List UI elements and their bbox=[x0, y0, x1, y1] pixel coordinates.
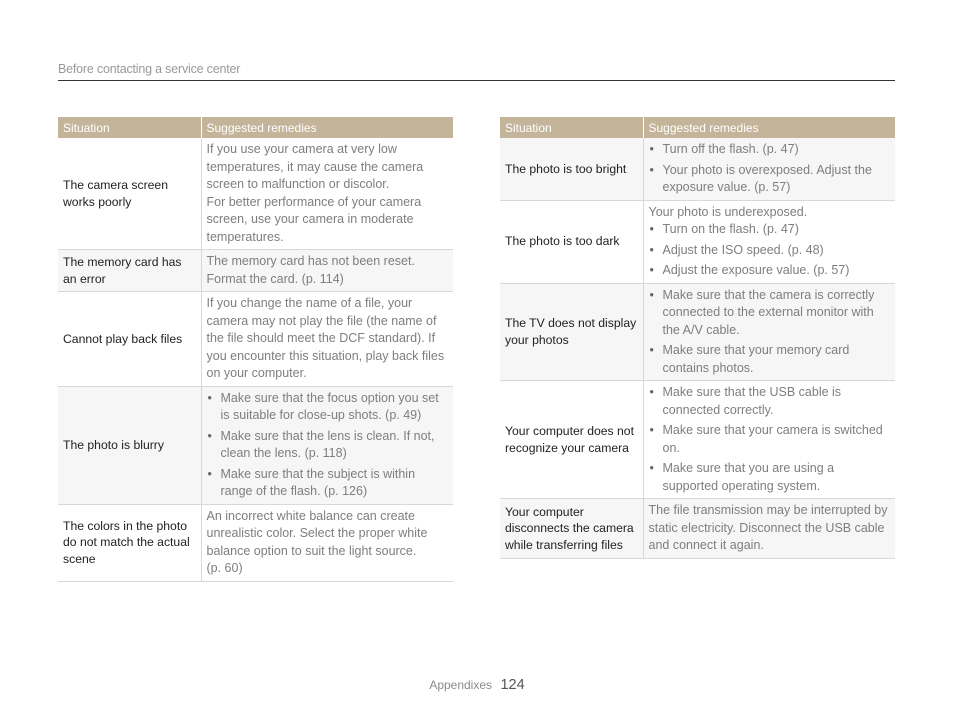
remedy-cell bbox=[643, 283, 895, 381]
remedy-cell bbox=[643, 381, 895, 499]
remedy-bullet: • Make sure that your camera is switched on. bbox=[649, 422, 891, 457]
remedy-bullet-list bbox=[649, 287, 891, 378]
page-header-title: Before contacting a service center bbox=[58, 62, 241, 76]
footer-section-label: Appendixes bbox=[429, 678, 493, 692]
remedy-bullet: • Make sure that the camera is correctly connected to the external monitor with the A/V cable. bbox=[649, 287, 891, 340]
remedy-text: For better performance of your camera screen, use your camera in moderate temperatures. bbox=[206, 194, 422, 244]
situation-cell: The photo is too bright bbox=[500, 138, 643, 200]
remedy-bullet: • Make sure that you are using a supported operating system. bbox=[649, 460, 891, 495]
table-row bbox=[58, 138, 453, 250]
remedy-cell bbox=[201, 138, 453, 250]
header-divider bbox=[58, 80, 895, 81]
remedy-cell bbox=[643, 138, 895, 200]
table-row bbox=[500, 138, 895, 200]
remedy-bullet: • Make sure that the USB cable is connected correctly. bbox=[649, 384, 891, 419]
table-row bbox=[58, 386, 453, 504]
situation-cell: The photo is blurry bbox=[58, 386, 201, 504]
situation-cell: The photo is too dark bbox=[500, 200, 643, 283]
table-row bbox=[500, 200, 895, 283]
situation-cell: Your computer disconnects the camera while transferring files bbox=[500, 499, 643, 559]
remedy-bullet-list bbox=[649, 221, 891, 280]
remedy-cell bbox=[643, 200, 895, 283]
remedy-cell bbox=[201, 386, 453, 504]
troubleshooting-table-right bbox=[500, 117, 895, 559]
remedy-cell: The memory card has not been reset. Format the card. (p. 114) bbox=[201, 250, 453, 292]
column-header-remedies: Suggested remedies bbox=[201, 117, 453, 138]
remedy-bullet: • Turn on the flash. (p. 47) bbox=[649, 221, 891, 239]
troubleshooting-table-left bbox=[58, 117, 453, 582]
remedy-bullet: • Adjust the exposure value. (p. 57) bbox=[649, 262, 891, 280]
column-header-situation: Situation bbox=[58, 117, 201, 138]
remedy-bullet-list bbox=[649, 141, 891, 197]
remedy-bullet: • Adjust the ISO speed. (p. 48) bbox=[649, 242, 891, 260]
remedy-bullet: • Make sure that the subject is within range of the flash. (p. 126) bbox=[207, 466, 449, 501]
situation-cell: Your computer does not recognize your camera bbox=[500, 381, 643, 499]
situation-cell: Cannot play back files bbox=[58, 292, 201, 387]
remedy-bullet: • Make sure that the lens is clean. If not, clean the lens. (p. 118) bbox=[207, 428, 449, 463]
remedy-cell: If you change the name of a file, your camera may not play the file (the name of the file should meet the DCF standard). If you encounter this situation, play back files on your computer. bbox=[201, 292, 453, 387]
table-row bbox=[58, 504, 453, 581]
remedy-bullet-list bbox=[207, 390, 449, 501]
remedy-bullet: • Make sure that your memory card contains photos. bbox=[649, 342, 891, 377]
remedy-text: Your photo is underexposed. bbox=[648, 204, 808, 219]
column-header-remedies: Suggested remedies bbox=[643, 117, 895, 138]
remedy-cell bbox=[201, 504, 453, 581]
page-footer bbox=[0, 676, 954, 694]
remedy-text: If you use your camera at very low temperatures, it may cause the camera screen to malfunction or discolor. bbox=[206, 142, 424, 191]
situation-cell: The TV does not display your photos bbox=[500, 283, 643, 381]
table-row bbox=[500, 283, 895, 381]
table-row bbox=[58, 292, 453, 387]
table-row bbox=[500, 499, 895, 559]
column-header-situation: Situation bbox=[500, 117, 643, 138]
situation-cell: The camera screen works poorly bbox=[58, 138, 201, 250]
remedy-bullet: • Turn off the flash. (p. 47) bbox=[649, 141, 891, 159]
remedy-bullet: • Your photo is overexposed. Adjust the exposure value. (p. 57) bbox=[649, 162, 891, 197]
situation-cell: The colors in the photo do not match the actual scene bbox=[58, 504, 201, 581]
page-number: 124 bbox=[500, 677, 525, 693]
remedy-bullet: • Make sure that the focus option you set is suitable for close-up shots. (p. 49) bbox=[207, 390, 449, 425]
situation-cell: The memory card has an error bbox=[58, 250, 201, 292]
remedy-text: (p. 60) bbox=[206, 561, 243, 575]
remedy-bullet-list bbox=[649, 384, 891, 495]
remedy-cell: The file transmission may be interrupted by static electricity. Disconnect the USB cable and connect it again. bbox=[643, 499, 895, 559]
remedy-text: An incorrect white balance can create unrealistic color. Select the proper white balance option to suit the light source. bbox=[206, 508, 428, 558]
table-row bbox=[58, 250, 453, 292]
table-row bbox=[500, 381, 895, 499]
